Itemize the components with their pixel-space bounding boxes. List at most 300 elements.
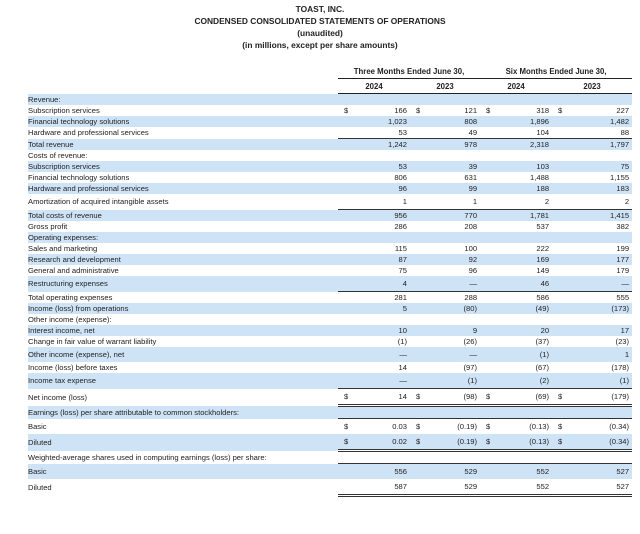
- currency-symbol: [338, 210, 350, 222]
- currency-symbol: [552, 336, 564, 347]
- currency-symbol: [410, 479, 422, 496]
- currency-symbol: $: [480, 434, 492, 451]
- value-cell: 1,896: [492, 116, 552, 127]
- value-cell: [350, 94, 410, 106]
- currency-symbol: [338, 194, 350, 210]
- currency-symbol: [410, 116, 422, 127]
- currency-symbol: [480, 479, 492, 496]
- row-label: Total costs of revenue: [28, 210, 338, 222]
- value-cell: 1,242: [350, 139, 410, 151]
- currency-symbol: $: [480, 419, 492, 435]
- currency-symbol: [338, 362, 350, 373]
- row-label: Hardware and professional services: [28, 128, 149, 138]
- value-cell: [350, 314, 410, 325]
- currency-symbol: [552, 325, 564, 336]
- row-label: Other income (expense):: [28, 315, 112, 324]
- currency-symbol: [480, 265, 492, 276]
- value-cell: (67): [535, 363, 550, 372]
- currency-symbol: [552, 150, 564, 161]
- value-cell: [422, 314, 480, 325]
- currency-symbol: [338, 347, 350, 362]
- currency-symbol: [552, 276, 564, 292]
- value-cell: 288: [422, 292, 480, 304]
- value-cell: 527: [564, 479, 632, 496]
- value-cell: 166: [394, 106, 407, 115]
- currency-symbol: [552, 116, 564, 127]
- value-cell: 537: [536, 222, 550, 231]
- currency-symbol: [552, 464, 564, 480]
- value-cell: 1: [472, 197, 478, 206]
- value-cell: [492, 314, 552, 325]
- value-cell: (26): [463, 337, 478, 346]
- value-cell: 199: [616, 244, 630, 253]
- value-cell: 281: [350, 292, 410, 304]
- currency-symbol: [410, 232, 422, 243]
- table-row: [28, 172, 632, 183]
- row-label: Total revenue: [28, 139, 338, 151]
- value-cell: 46: [492, 276, 552, 292]
- currency-symbol: [410, 172, 422, 183]
- currency-symbol: [552, 172, 564, 183]
- value-cell: 103: [492, 161, 552, 172]
- currency-symbol: [338, 150, 350, 161]
- currency-symbol: $: [480, 389, 492, 406]
- value-cell: 2,318: [492, 139, 552, 151]
- row-label: Income (loss) before taxes: [28, 363, 118, 372]
- currency-symbol: [410, 373, 422, 389]
- table-row: [28, 265, 632, 276]
- table-row: [28, 139, 632, 151]
- row-label: Basic: [28, 421, 47, 431]
- currency-symbol: [410, 325, 422, 336]
- currency-symbol: [338, 265, 350, 276]
- row-label: Subscription services: [28, 161, 338, 172]
- table-row: [28, 232, 632, 243]
- currency-symbol: [552, 127, 564, 139]
- currency-symbol: [552, 347, 564, 362]
- value-cell: 75: [398, 266, 407, 275]
- currency-symbol: [410, 210, 422, 222]
- value-cell: 1,797: [564, 139, 632, 151]
- value-cell: 169: [492, 254, 552, 265]
- currency-symbol: [410, 464, 422, 480]
- currency-symbol: [552, 254, 564, 265]
- row-label: Income (loss) from operations: [28, 303, 338, 314]
- currency-symbol: [410, 303, 422, 314]
- currency-symbol: $: [410, 389, 422, 406]
- table-row: [28, 314, 632, 325]
- currency-symbol: [480, 210, 492, 222]
- value-cell: [350, 150, 410, 161]
- value-cell: [564, 94, 632, 106]
- currency-symbol: [410, 139, 422, 151]
- value-cell: 318: [536, 106, 550, 115]
- table-row: [28, 243, 632, 254]
- currency-symbol: [410, 194, 422, 210]
- currency-symbol: [410, 94, 422, 106]
- table-row: [28, 276, 632, 292]
- value-cell: [350, 406, 410, 419]
- table-row: [28, 419, 632, 435]
- value-cell: 806: [394, 173, 407, 182]
- value-cell: 956: [350, 210, 410, 222]
- currency-symbol: $: [558, 106, 563, 115]
- table-row: [28, 183, 632, 194]
- value-cell: [422, 232, 480, 243]
- currency-symbol: [338, 406, 350, 419]
- table-row: [28, 362, 632, 373]
- currency-symbol: [552, 303, 564, 314]
- value-cell: 1,155: [610, 173, 630, 182]
- value-cell: (0.19): [422, 434, 480, 451]
- table-row: [28, 406, 632, 419]
- value-cell: 14: [350, 389, 410, 406]
- currency-symbol: [480, 254, 492, 265]
- row-label: Earnings (loss) per share attributable to common stockholders:: [28, 406, 338, 419]
- currency-symbol: [410, 161, 422, 172]
- value-cell: [564, 451, 632, 464]
- value-cell: 0.02: [350, 434, 410, 451]
- currency-symbol: [480, 116, 492, 127]
- value-cell: (2): [492, 373, 552, 389]
- value-cell: 227: [616, 106, 630, 115]
- value-cell: 208: [464, 222, 478, 231]
- row-label: Interest income, net: [28, 325, 338, 336]
- value-cell: 529: [422, 464, 480, 480]
- currency-symbol: [552, 161, 564, 172]
- currency-symbol: [410, 265, 422, 276]
- value-cell: 179: [616, 266, 630, 275]
- currency-symbol: [552, 292, 564, 304]
- income-statement-table: [28, 64, 632, 497]
- currency-symbol: [480, 373, 492, 389]
- value-cell: 556: [350, 464, 410, 480]
- value-cell: [492, 451, 552, 464]
- currency-symbol: [410, 406, 422, 419]
- value-cell: [422, 451, 480, 464]
- currency-symbol: [338, 94, 350, 106]
- currency-symbol: [480, 362, 492, 373]
- currency-symbol: [552, 314, 564, 325]
- value-cell: [564, 150, 632, 161]
- currency-symbol: [552, 373, 564, 389]
- currency-symbol: [480, 161, 492, 172]
- value-cell: [422, 150, 480, 161]
- table-row: [28, 389, 632, 406]
- value-cell: 2: [624, 197, 630, 206]
- currency-symbol: [552, 243, 564, 254]
- currency-symbol: [338, 172, 350, 183]
- currency-symbol: [480, 183, 492, 194]
- table-row: [28, 254, 632, 265]
- value-cell: 10: [350, 325, 410, 336]
- currency-symbol: [338, 221, 350, 232]
- currency-symbol: [480, 292, 492, 304]
- currency-symbol: [552, 232, 564, 243]
- currency-symbol: $: [552, 419, 564, 435]
- value-cell: 96: [350, 183, 410, 194]
- currency-symbol: [480, 172, 492, 183]
- currency-symbol: [552, 362, 564, 373]
- currency-symbol: [338, 254, 350, 265]
- value-cell: (0.34): [564, 419, 632, 435]
- currency-symbol: [552, 194, 564, 210]
- currency-symbol: [338, 314, 350, 325]
- currency-symbol: [410, 183, 422, 194]
- row-label: Diluted: [28, 482, 52, 492]
- period-header-six-months: Six Months Ended June 30,: [480, 64, 632, 79]
- row-label: General and administrative: [28, 266, 119, 275]
- currency-symbol: [552, 94, 564, 106]
- value-cell: (0.34): [564, 434, 632, 451]
- row-label: Revenue:: [28, 94, 338, 106]
- currency-symbol: [480, 276, 492, 292]
- row-label: Income tax expense: [28, 373, 338, 389]
- table-row: [28, 292, 632, 304]
- currency-symbol: [552, 210, 564, 222]
- table-row: [28, 347, 632, 362]
- value-cell: (97): [463, 363, 478, 372]
- value-cell: 20: [492, 325, 552, 336]
- currency-symbol: $: [338, 419, 350, 435]
- currency-symbol: [338, 183, 350, 194]
- statement-title: CONDENSED CONSOLIDATED STATEMENTS OF OPERATIONS: [194, 16, 446, 26]
- value-cell: (178): [611, 363, 630, 372]
- currency-symbol: [338, 303, 350, 314]
- table-row: [28, 303, 632, 314]
- currency-symbol: $: [338, 389, 350, 406]
- table-row: [28, 221, 632, 232]
- currency-symbol: $: [416, 106, 421, 115]
- value-cell: 188: [492, 183, 552, 194]
- currency-symbol: [552, 183, 564, 194]
- row-label: Gross profit: [28, 222, 68, 231]
- value-cell: (1): [492, 347, 552, 362]
- value-cell: 104: [536, 128, 550, 137]
- value-cell: 1,415: [564, 210, 632, 222]
- currency-symbol: $: [344, 106, 349, 115]
- table-row: [28, 194, 632, 210]
- value-cell: —: [350, 347, 410, 362]
- row-label: Other income (expense), net: [28, 347, 338, 362]
- currency-symbol: [480, 406, 492, 419]
- currency-symbol: [480, 325, 492, 336]
- table-row: [28, 116, 632, 127]
- currency-symbol: [410, 221, 422, 232]
- currency-symbol: [480, 194, 492, 210]
- currency-symbol: [410, 292, 422, 304]
- value-cell: (179): [564, 389, 632, 406]
- currency-symbol: [552, 406, 564, 419]
- table-row: [28, 479, 632, 496]
- value-cell: 121: [464, 106, 478, 115]
- row-label: Change in fair value of warrant liability: [28, 337, 157, 346]
- currency-symbol: [480, 336, 492, 347]
- row-label: Financial technology solutions: [28, 173, 130, 182]
- value-cell: 96: [468, 266, 478, 275]
- year-header: 2024: [480, 79, 552, 94]
- currency-symbol: [480, 303, 492, 314]
- row-label: Research and development: [28, 254, 338, 265]
- statement-subtitle: (unaudited): [297, 28, 343, 38]
- value-cell: [492, 94, 552, 106]
- table-row: [28, 434, 632, 451]
- currency-symbol: [338, 232, 350, 243]
- value-cell: 1,488: [530, 173, 550, 182]
- value-cell: 39: [422, 161, 480, 172]
- value-cell: 382: [616, 222, 630, 231]
- value-cell: [564, 314, 632, 325]
- currency-symbol: [410, 243, 422, 254]
- row-label: Costs of revenue:: [28, 151, 88, 160]
- value-cell: (69): [492, 389, 552, 406]
- currency-symbol: [480, 94, 492, 106]
- row-label: Diluted: [28, 434, 338, 451]
- row-label: Hardware and professional services: [28, 183, 338, 194]
- currency-symbol: $: [552, 389, 564, 406]
- value-cell: [564, 232, 632, 243]
- value-cell: 14: [398, 363, 407, 372]
- currency-symbol: [480, 139, 492, 151]
- currency-symbol: [480, 232, 492, 243]
- row-label: Operating expenses:: [28, 232, 338, 243]
- row-label: Sales and marketing: [28, 244, 98, 253]
- value-cell: (1): [397, 337, 407, 346]
- value-cell: 286: [394, 222, 407, 231]
- currency-symbol: [338, 139, 350, 151]
- currency-symbol: [410, 336, 422, 347]
- table-row: [28, 373, 632, 389]
- value-cell: —: [564, 276, 632, 292]
- value-cell: (80): [422, 303, 480, 314]
- table-row: [28, 150, 632, 161]
- currency-symbol: [338, 373, 350, 389]
- table-row: [28, 94, 632, 106]
- currency-symbol: [480, 243, 492, 254]
- currency-symbol: [338, 479, 350, 496]
- currency-symbol: [480, 347, 492, 362]
- currency-symbol: [338, 292, 350, 304]
- value-cell: 177: [564, 254, 632, 265]
- table-row: [28, 127, 632, 139]
- value-cell: 552: [492, 464, 552, 480]
- value-cell: (23): [615, 337, 630, 346]
- value-cell: 2: [544, 197, 550, 206]
- value-cell: 87: [350, 254, 410, 265]
- currency-symbol: [480, 221, 492, 232]
- value-cell: 88: [620, 128, 630, 137]
- currency-symbol: [552, 221, 564, 232]
- currency-symbol: [480, 150, 492, 161]
- value-cell: (49): [492, 303, 552, 314]
- currency-symbol: $: [410, 434, 422, 451]
- period-header-three-months: Three Months Ended June 30,: [338, 64, 480, 79]
- currency-symbol: [410, 150, 422, 161]
- table-row: [28, 464, 632, 480]
- value-cell: 555: [564, 292, 632, 304]
- value-cell: 92: [422, 254, 480, 265]
- value-cell: 49: [468, 128, 478, 137]
- value-cell: (0.13): [492, 419, 552, 435]
- value-cell: 1,482: [564, 116, 632, 127]
- value-cell: 0.03: [350, 419, 410, 435]
- currency-symbol: $: [410, 419, 422, 435]
- currency-symbol: [552, 139, 564, 151]
- value-cell: 5: [350, 303, 410, 314]
- value-cell: [422, 94, 480, 106]
- value-cell: [492, 232, 552, 243]
- value-cell: 808: [422, 116, 480, 127]
- table-row: [28, 325, 632, 336]
- value-cell: (1): [564, 373, 632, 389]
- statement-units: (in millions, except per share amounts): [242, 40, 398, 50]
- value-cell: (1): [422, 373, 480, 389]
- currency-symbol: [338, 464, 350, 480]
- value-cell: 631: [464, 173, 478, 182]
- value-cell: 17: [564, 325, 632, 336]
- value-cell: 978: [422, 139, 480, 151]
- table-row: [28, 336, 632, 347]
- currency-symbol: [410, 276, 422, 292]
- company-name: TOAST, INC.: [295, 4, 345, 14]
- value-cell: [422, 406, 480, 419]
- value-cell: 149: [536, 266, 550, 275]
- value-cell: (37): [535, 337, 550, 346]
- currency-symbol: $: [486, 106, 491, 115]
- value-cell: [564, 406, 632, 419]
- currency-symbol: [552, 479, 564, 496]
- value-cell: (0.19): [422, 419, 480, 435]
- currency-symbol: [338, 325, 350, 336]
- value-cell: —: [422, 347, 480, 362]
- value-cell: 4: [350, 276, 410, 292]
- currency-symbol: [552, 265, 564, 276]
- value-cell: [350, 232, 410, 243]
- currency-symbol: [480, 451, 492, 464]
- currency-symbol: [480, 314, 492, 325]
- table-row: [28, 210, 632, 222]
- value-cell: 100: [464, 244, 478, 253]
- currency-symbol: [338, 116, 350, 127]
- value-cell: 587: [350, 479, 410, 496]
- currency-symbol: [410, 127, 422, 139]
- value-cell: [350, 451, 410, 464]
- currency-symbol: [552, 451, 564, 464]
- value-cell: (98): [422, 389, 480, 406]
- value-cell: —: [422, 276, 480, 292]
- currency-symbol: [410, 347, 422, 362]
- value-cell: 529: [422, 479, 480, 496]
- value-cell: [492, 150, 552, 161]
- value-cell: (0.13): [492, 434, 552, 451]
- row-label: Total operating expenses: [28, 292, 113, 302]
- table-row: [28, 161, 632, 172]
- table-row: [28, 451, 632, 464]
- year-header: 2024: [338, 79, 410, 94]
- currency-symbol: [410, 451, 422, 464]
- value-cell: 770: [422, 210, 480, 222]
- value-cell: 527: [564, 464, 632, 480]
- value-cell: 183: [564, 183, 632, 194]
- value-cell: 552: [492, 479, 552, 496]
- currency-symbol: [338, 161, 350, 172]
- currency-symbol: [338, 127, 350, 139]
- currency-symbol: [480, 464, 492, 480]
- value-cell: [492, 406, 552, 419]
- value-cell: 53: [398, 128, 407, 137]
- currency-symbol: [338, 451, 350, 464]
- value-cell: 586: [492, 292, 552, 304]
